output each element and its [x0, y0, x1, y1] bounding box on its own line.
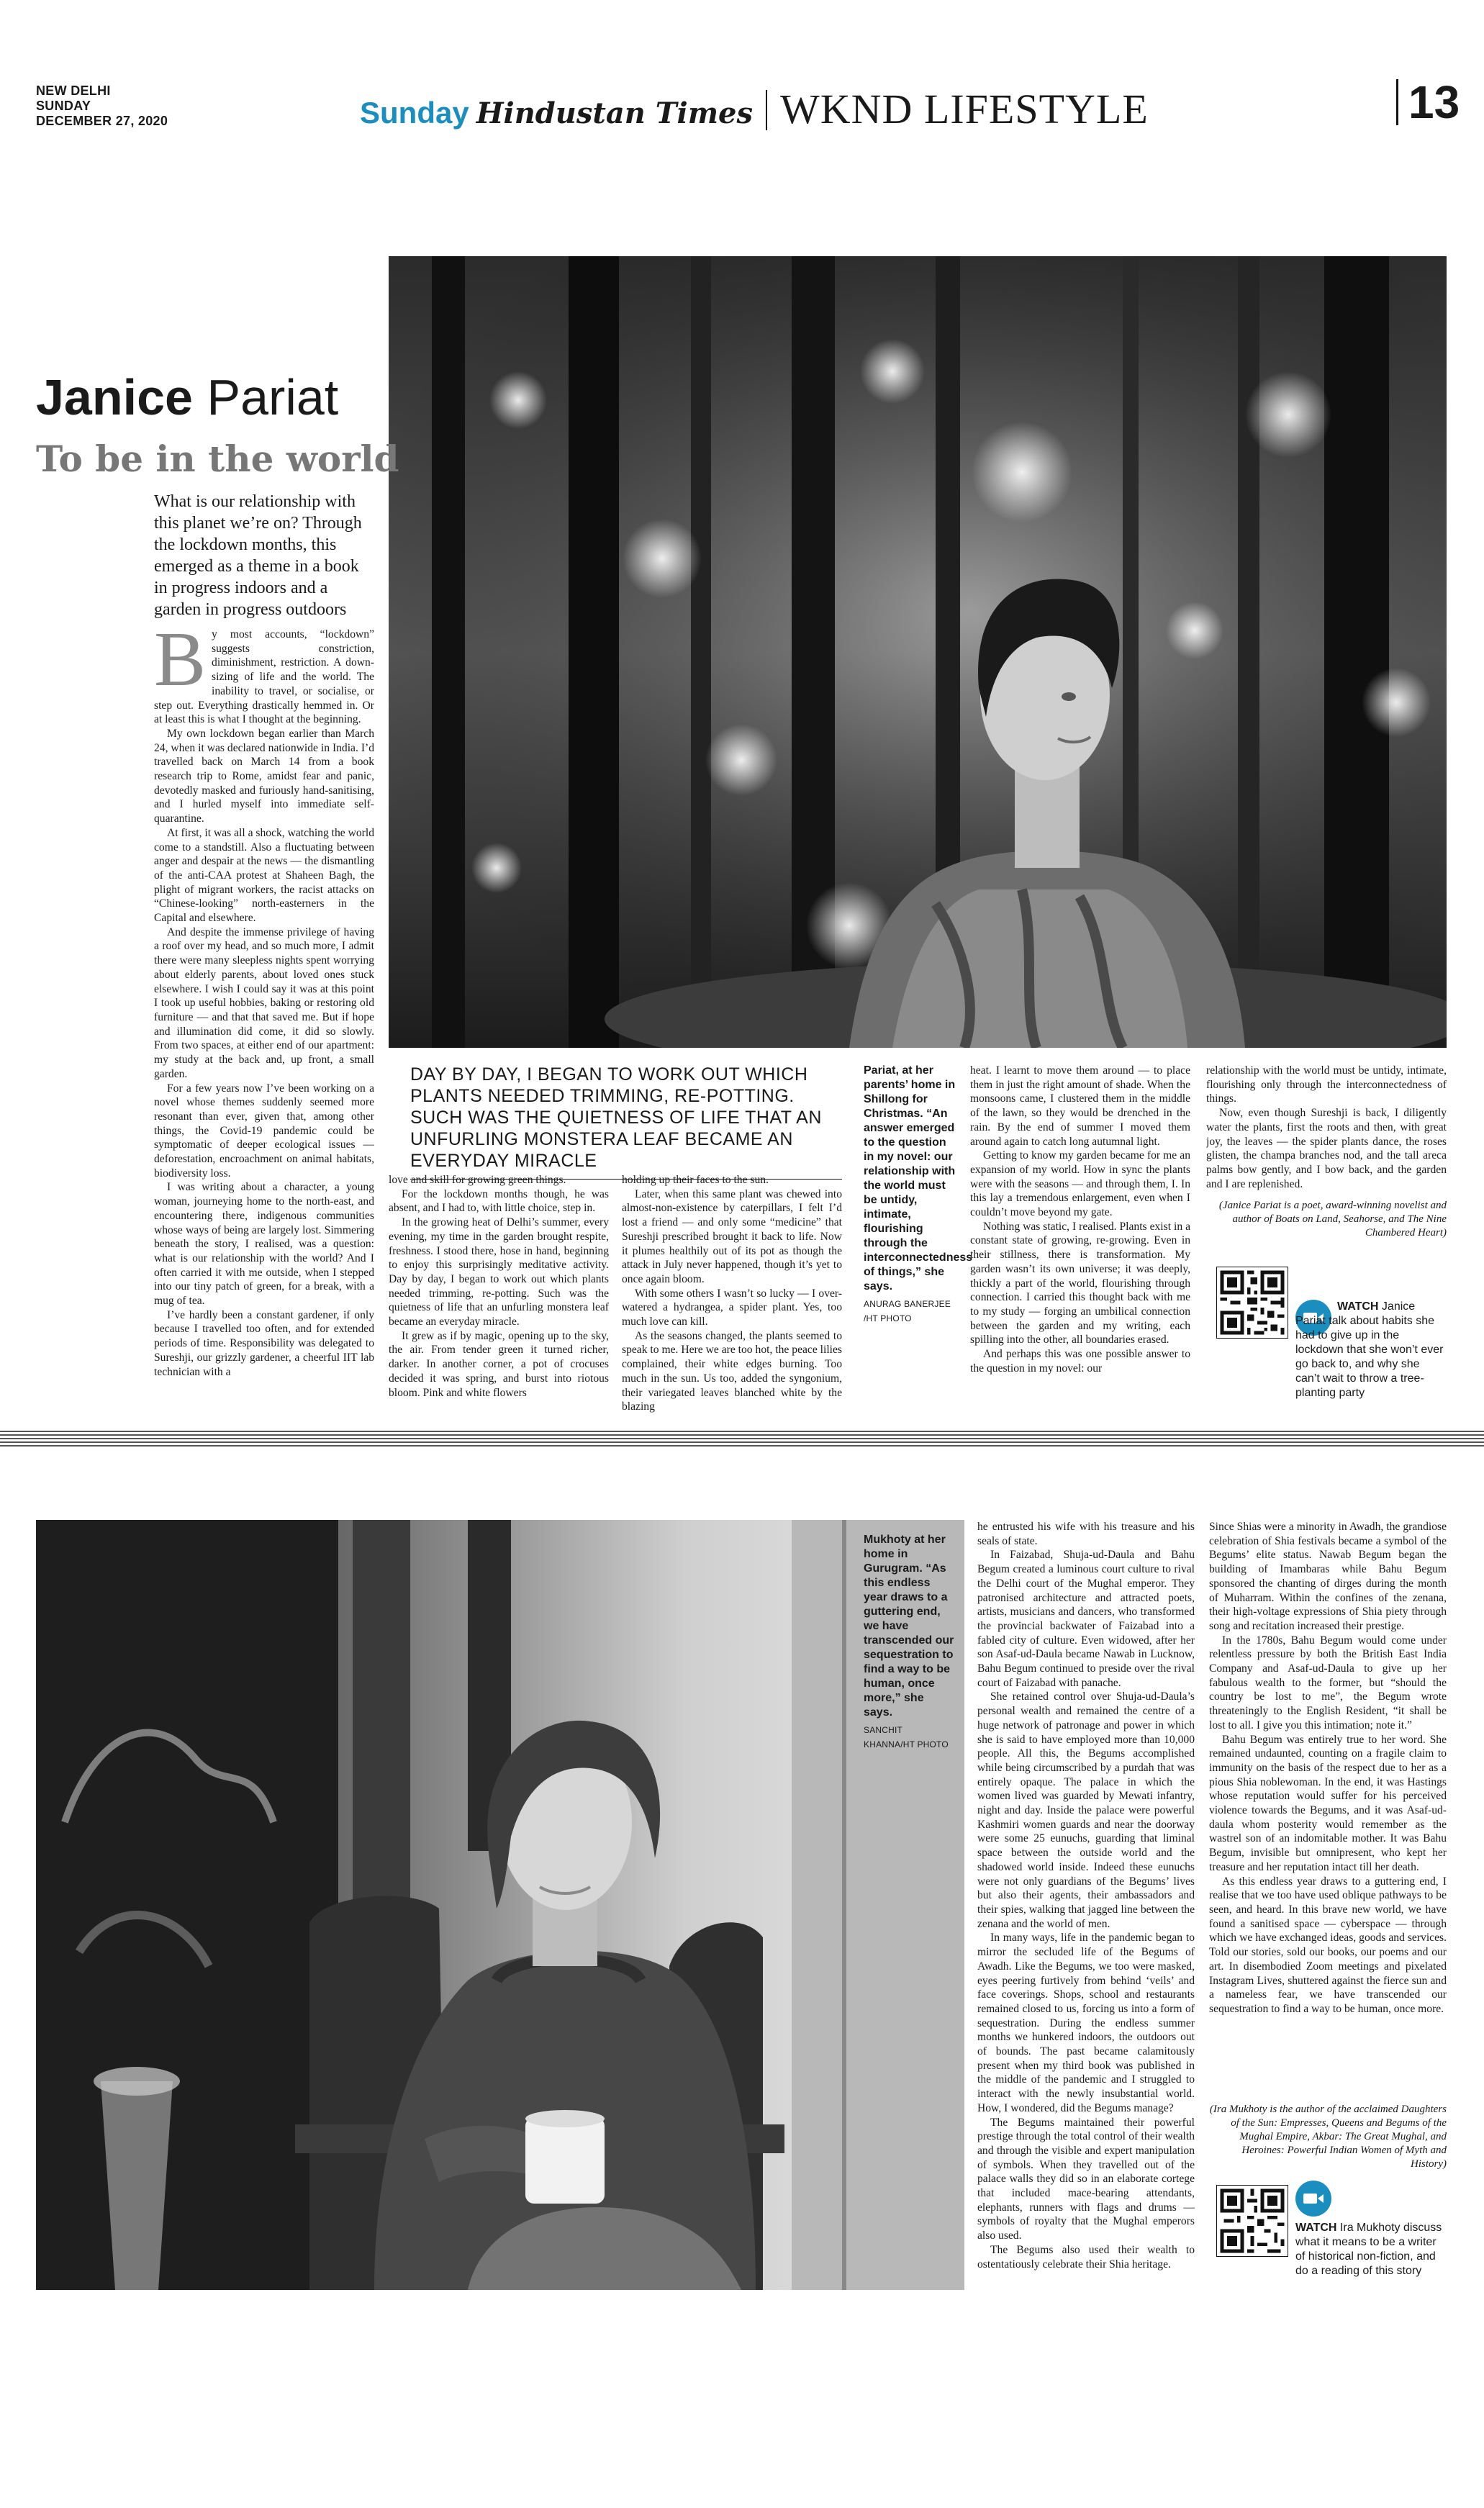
article2-col2-para-3: Bahu Begum was entirely true to her word. She remained undaunted, counting on a fragile claim to immunity on the basis of the respect due to her as a pious Shia noblewoman. In the end, it was Hastings whose reputation would suffer for his perceived violence towards the Begums, and it was Asaf-ud-daula whom posterity would remember as the wastrel son of an indomitable mother. It was Bahu Begum, invisible but omnipresent, who kept her treasure and her reputation intact till her death. — [1209, 1733, 1447, 1873]
video-camera-icon[interactable] — [1295, 2181, 1331, 2217]
article1-column-2 — [389, 1173, 609, 1421]
dateline-day: SUNDAY — [36, 99, 91, 113]
article1-col1-para-7: I’ve hardly been a constant gardener, if only because I travelled too often, and for extended periods of time. Responsibility was delegated to Sureshji, our grizzly gardener, a cheerful IIT lab technician with a — [154, 1308, 374, 1378]
caption-text: Pariat, at her parents’ home in Shillong for Christmas. “An answer emerged to the question in my novel: our relationship with the world must be untidy, intimate, flourishing through the interconnectedness of things,” she says. — [864, 1064, 973, 1293]
watch-promo-mukhoty[interactable] — [1295, 2221, 1447, 2278]
article1-col1-para-3: At first, it was all a shock, watching the world come to a standstill. Also a fluctuating between anger and despair at the news — the dismantling of the anti-CAA protest at Shaheen Bagh, the plight of migrant workers, the racist attacks on “Chinese-looking” north-easterners in the Capital and elsewhere. — [154, 826, 374, 925]
masthead — [360, 85, 1149, 135]
article2-col2-para-1: Since Shias were a minority in Awadh, the grandiose celebration of Shia festivals became a symbol of the Begums’ elite status. Nawab Begum began the building of Imambaras while Bahu Begum sponsored the chanting of dirges during the month of Muharram. Within the confines of the zenana, their high-voltage expressions of Shia piety through song and recitation increased their prestige. — [1209, 1521, 1447, 1632]
masthead-sunday: Sunday — [360, 96, 469, 130]
article2-col2-para-4: As this endless year draws to a guttering end, I realise that we too have used oblique pathways to be seen, and heard. In this brave new world, we have found a sanitised space — cyberspace — through which we have exchanged ideas, goods and services. Told our stories, sold our books, our poems and our art. In disembodied Zoom meetings and pixelated Instagram Lives, shuttered against the fierce sun and a nameless fear, we have transcended our sequestration to find a way to be human, once more. — [1209, 1875, 1447, 2015]
article2-col1-para-4: In many ways, life in the pandemic began to mirror the secluded life of the Begums of Awadh. Like the Begums, we too were masked, eyes peering furtively from behind ‘veils’ and face coverings. Shops, school and restaurants remained closed to us, forcing us into a form of sequestration. During the endless summer months we hunkered indoors, the outdoors out of bounds. The past became calamitously present when my third book was published in the middle of the pandemic and I struggled to interact with the newly insubstantial world. How, I wondered, did the Begums manage? — [977, 1932, 1195, 2114]
standfirst: What is our relationship with this planet we’re on? Through the lockdown months, this emerged as a theme in a book in progress indoors and a garden in progress outdoors — [154, 492, 362, 619]
article1-col1-para-2: My own lockdown began earlier than March 24, when it was declared nationwide in India. I’d travelled back on March 14 from a book research trip to Rome, amidst fear and panic, devotedly masked and furiously hand-sanitising, and I hurled myself into immediate self-quarantine. — [154, 727, 374, 825]
article1-col1-para-1-text: y most accounts, “lockdown” suggests constriction, diminishment, restriction. A down-sizing of life and the world. The inability to travel, or socialise, or step out. Everything drastically hemmed in. Or at least this is what I thought at the beginning. — [154, 628, 374, 726]
article2-col1-para-3: She retained control over Shuja-ud-Daula’s personal wealth and remained the centre of a huge network of patronage and power in which she is said to have employed more than 10,000 people. All this, the Begums accomplished while being circumscribed by a purdah that was entirely opaque. The palace in which the women lived was guarded by Mewati infantry, night and day. Inside the palace were powerful Kashmiri women guards and near the doorway were some 25 eunuchs, guarding that liminal space between the outside world and the shadowed world inside. Indeed these eunuchs were not only guardians of the Begums’ lives but also their agents, their ambassadors and their spies, walking that jagged line between the zenana and the world of men. — [977, 1690, 1195, 1930]
article1-col3-para-4: As the seasons changed, the plants seemed to speak to me. Here we are too hot, the peace lilies complained, their white edges burning. Too much in the sun. Us too, added the syngonium, their variegated leaves blanched white by the blazing — [622, 1329, 842, 1413]
photo-ira-mukhoty — [36, 1520, 964, 2290]
article1-col1-para-6: I was writing about a character, a young woman, journeying home to the north-east, and encountering there, indigenous communities whose ways of being are largely lost. Simmering beneath the story, I realised, was a question: what is our relationship with the world? And I often carried it with me outside, when I stepped into our tiny patch of green, for a break, with a mug of tea. — [154, 1181, 374, 1308]
watch-label: WATCH — [1337, 1300, 1379, 1313]
masthead-divider — [766, 90, 767, 130]
article2-col1-para-5: The Begums maintained their powerful prestige through the total control of their wealth and through the visible and expert manipulation of symbols. When they travelled out of the palace walls they did so in an elaborate cortege that included mace-bearing attendants, elephants, runners with flags and drums — symbols of royalty that the Mughal emperors also used. — [977, 2116, 1195, 2242]
article1-col5-para-1: relationship with the world must be untidy, intimate, flourishing only through the interconnectedness of things. — [1206, 1064, 1447, 1105]
article1-col2-para-2: For the lockdown months though, he was absent, and I had to, with little choice, step in. — [389, 1187, 609, 1215]
article1-col2-para-4: It grew as if by magic, opening up to the sky, the air. From tender green it turned richer, darker. In another corner, a pot of crocuses decided it was spring, and burst into riotous bloom. Pink and white flowers — [389, 1329, 609, 1399]
section-separator — [0, 1431, 1484, 1447]
watch-promo-pariat[interactable] — [1295, 1300, 1447, 1400]
article1-col4-para-1: heat. I learnt to move them around — to place them in just the right amount of shade. When the monsoons came, I clustered them in the middle of the lawn, so they would be drenched in the rain. By the end of summer I moved them around again to catch long autumnal light. — [970, 1064, 1190, 1148]
article1-col1-para-5: For a few years now I’ve been working on a novel whose themes suddenly seemed more resonant than ever, given that, among other things, the Covid-19 pandemic could be symptomatic of deeper ecological issues — deforestation, encroachment on animal habitats, biodiversity loss. — [154, 1082, 374, 1180]
article2-col2-para-2: In the 1780s, Bahu Begum would come under relentless pressure by both the British East India Company and Asaf-ud-Daula to give up her fabulous wealth to the former, but “should the country be lost to me”, the Begum wrote threateningly to the English Resident, “it shall be lost to all. I give you this intimation; note it.” — [1209, 1634, 1447, 1731]
article1-col5-para-2: Now, even though Sureshji is back, I diligently water the plants, first the roots and then, with great joy, the leaves — the spider plants dance, the roses glisten, the champa branches nod, and the tall areca palms bow gently, and I bow back, and the garden and I are replenished. — [1206, 1107, 1447, 1190]
article1-col2-para-1: love and skill for growing green things. — [389, 1174, 566, 1186]
article1-col4-para-4: And perhaps this was one possible answer to the question in my novel: our — [970, 1348, 1190, 1375]
headline: To be in the world — [36, 438, 399, 480]
article1-col1-para-1 — [154, 628, 374, 727]
article2-col1-para-2: In Faizabad, Shuja-ud-Daula and Bahu Begum created a luminous court culture to rival the Delhi court of the Mughal emperor. They patronised architecture and attracted poets, artists, musicians and dancers, who transformed the provincial backwater of Faizabad into a fabled city of culture. Even widowed, after her son Asaf-ud-Daula became Nawab in Lucknow, Bahu Begum continued to preside over the rival court of Faizabad with panache. — [977, 1549, 1195, 1689]
author-bio-mukhoty: (Ira Mukhoty is the author of the acclaimed Daughters of the Sun: Empresses, Queens and Begums of the Mughal Empire, Akbar: The Great Mughal, and Heroines: Powerful Indian Women of Myth and History) — [1209, 2104, 1447, 2170]
author-bio-pariat: (Janice Pariat is a poet, award-winning novelist and author of Boats on Land, Seahorse, and The Nine Chambered Heart) — [1218, 1200, 1447, 1239]
dateline — [36, 83, 168, 129]
author-first-name: Janice — [36, 369, 193, 425]
photo-caption-mukhoty — [864, 1533, 956, 1752]
article1-col1-para-4: And despite the immense privilege of having a roof over my head, and so much more, I admit there were many sleepless nights spent worrying about elderly parents, about loved ones stuck elsewhere. I wish I could say it was at this point I took up useful hobbies, baking or restoring old furniture — and that that saved me. But if hope and illumination did come, it did so slowly. From two spaces, at either end of our apartment: my study at the back and, up front, a small garden. — [154, 925, 374, 1080]
article1-column-3 — [622, 1173, 842, 1421]
caption-text: Mukhoty at her home in Gurugram. “As this endless year draws to a guttering end, we have transcended our sequestration to find a way to be human, once more,” she says. — [864, 1534, 954, 1719]
photo-janice-pariat — [389, 256, 1447, 1048]
author-byline — [36, 368, 338, 426]
masthead-paper-name: Hindustan Times — [476, 96, 753, 130]
article1-col3-para-3: With some others I wasn’t so lucky — I over-watered a hydrangea, a spider plant. Yes, too much love can kill. — [622, 1287, 842, 1328]
qr-code-pariat[interactable] — [1216, 1267, 1288, 1339]
photo-credit: ANURAG BANERJEE /HT PHOTO — [864, 1299, 951, 1323]
article1-col3-para-2: Later, when this same plant was chewed into almost-non-existence by caterpillars, I felt I’d lost a friend — and only some “medicine” that Sureshji prescribed brought it back to life. Now it plumes healthily out of its pot as though the attack in July never happened, though it’s yet to once again bloom. — [622, 1187, 842, 1285]
article2-col1-para-6: The Begums also used their wealth to ostentatiously celebrate their Shia heritage. — [977, 2243, 1195, 2271]
watch-text: Janice Pariat talk about habits she had to give up in the lockdown that she won’t ever go back to, and why she can’t wait to throw a tree-planting party — [1295, 1300, 1444, 1399]
dateline-city: NEW DELHI — [36, 83, 111, 98]
photo-credit: SANCHIT KHANNA/HT PHOTO — [864, 1725, 949, 1749]
dateline-date: DECEMBER 27, 2020 — [36, 114, 168, 128]
photo-caption-pariat — [864, 1064, 973, 1326]
article1-col4-para-3: Nothing was static, I realised. Plants exist in a constant state of growing, re-growing. Even in their stillness, there is transformation. My garden wasn’t its own universe; it was deeply, thickly a part of the world, flourishing through connection. I carried this thought back with me to my study — forging an umbilical connection between the garden and my writing, each spilling into the other, all boundaries erased. — [970, 1220, 1190, 1346]
article1-col2-para-3: In the growing heat of Delhi’s summer, every evening, my time in the garden brought respite, freshness. I stood there, hose in hand, beginning to enjoy this surprisingly meditative activity. Day by day, I began to work out which plants needed trimming, re-potting. Such was the quietness of life that an unfurling monstera leaf became an everyday miracle. — [389, 1216, 609, 1328]
article1-col3-para-1: holding up their faces to the sun. — [622, 1174, 769, 1186]
article2-col1-para-1: he entrusted his wife with his treasure and his seals of state. — [977, 1521, 1195, 1547]
article1-column-5 — [1206, 1064, 1447, 1190]
article2-column-1 — [977, 1520, 1195, 2313]
watch-text: Ira Mukhoty discuss what it means to be a writer of historical non-fiction, and do a reading of this story — [1295, 2222, 1442, 2277]
qr-code-mukhoty[interactable] — [1216, 2185, 1288, 2257]
pull-quote: DAY BY DAY, I BEGAN TO WORK OUT WHICH PLANTS NEEDED TRIMMING, RE-POTTING. SUCH WAS THE QUIETNESS OF LIFE THAT AN UNFURLING MONSTERA LEAF BECAME AN EVERYDAY MIRACLE — [410, 1064, 842, 1180]
article1-col4-para-2: Getting to know my garden became for me an expansion of my world. How in sync the plants were with the seasons — and through them, I. In this lay a tremendous enlargement, even when I couldn’t move beyond my gate. — [970, 1149, 1190, 1219]
article2-column-2 — [1209, 1520, 1447, 2094]
section-title: WKND LIFESTYLE — [780, 86, 1149, 132]
article1-column-4 — [970, 1064, 1190, 1421]
page-number: 13 — [1396, 79, 1460, 125]
watch-label: WATCH — [1295, 2222, 1337, 2234]
article1-column-1 — [154, 628, 374, 1421]
drop-cap: B — [154, 628, 207, 702]
author-last-name: Pariat — [207, 369, 339, 425]
